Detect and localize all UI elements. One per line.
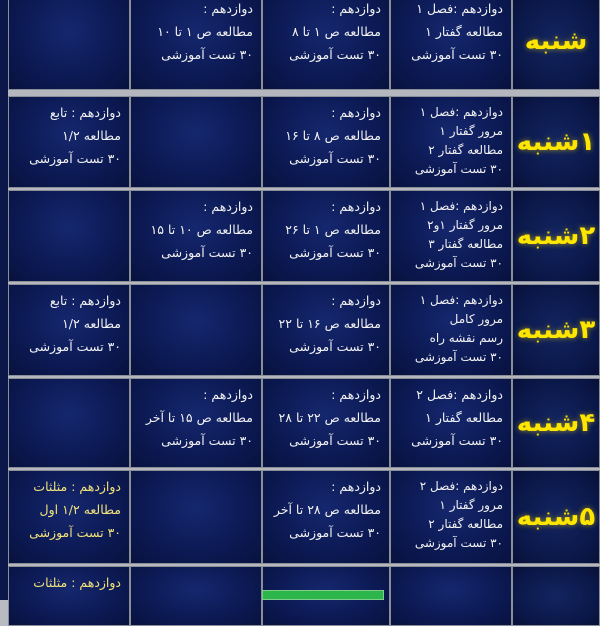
cell-text-line: ۳۰ تست آموزشی [289,245,381,260]
cell-text-line: دوازدهم :فصل ۱ [419,293,503,307]
cell-text-line: ۳۰ تست آموزشی [414,256,503,270]
day-label: ۵شنبه [512,470,600,564]
cell-text-line: مرور گفتار ۱ [439,124,503,138]
schedule-cell [130,378,262,468]
schedule-cell [262,284,390,376]
cell-text-line: مطالعه گفتار ۱ [425,410,503,425]
schedule-cell [130,96,262,188]
schedule-cell [8,190,130,282]
cell-text-line: مرور گفتار ۱و۲ [427,218,503,232]
cell-text-line: دوازدهم : تابع [49,293,121,308]
cell-text-line: مطالعه ص ۱ تا ۸ [291,24,381,39]
schedule-cell [8,0,130,90]
cell-text-line: ۳۰ تست آموزشی [29,525,121,540]
cell-text-line: ۳۰ تست آموزشی [161,47,253,62]
cell-text-line: ۳۰ تست آموزشی [29,151,121,166]
cell-text-line: دوازدهم : [331,387,381,402]
cell-text-line: مرور گفتار ۱ [439,498,503,512]
cell-text-line: رسم نقشه راه [429,331,503,345]
cell-text-line: مطالعه گفتار ۱ [425,24,503,39]
cell-text-line: دوازدهم : [331,199,381,214]
cell-text-line: دوازدهم : [331,293,381,308]
cell-text-line: ۳۰ تست آموزشی [289,339,381,354]
cell-text-line: مطالعه ۱/۲ [62,316,121,331]
day-label: ۳شنبه [512,284,600,376]
cell-text-line: دوازدهم :فصل ۲ [416,387,503,402]
schedule-cell [262,470,390,564]
schedule-cell [390,0,512,90]
cell-text-line: مطالعه ۱/۲ اول [39,502,121,517]
cell-text-line: مطالعه گفتار ۲ [428,517,503,531]
schedule-cell [8,96,130,188]
cell-text-line: دوازدهم :فصل ۱ [416,1,503,16]
cell-text-line: دوازدهم : [203,199,253,214]
schedule-cell [8,378,130,468]
cell-text-line: ۳۰ تست آموزشی [414,536,503,550]
schedule-cell [262,190,390,282]
cell-text-line: ۳۰ تست آموزشی [289,151,381,166]
day-label: ۲شنبه [512,190,600,282]
cell-text-line: مطالعه ص ۱۰ تا ۱۵ [150,222,253,237]
cell-text-line: مطالعه ص ۸ تا ۱۶ [285,128,381,143]
schedule-cell [8,566,130,626]
day-label: شنبه [512,0,600,90]
schedule-cell [8,470,130,564]
cell-text-line: دوازدهم : تابع [49,105,121,120]
cell-text-line: ۳۰ تست آموزشی [411,47,503,62]
cell-text-line: دوازدهم : [203,1,253,16]
day-label: ۱شنبه [512,96,600,188]
schedule-cell [390,284,512,376]
schedule-cell [262,0,390,90]
schedule-cell [130,470,262,564]
cell-text-line: مطالعه ص ۱۶ تا ۲۲ [278,316,381,331]
cell-text-line: دوازدهم : [203,387,253,402]
cell-text-line: ۳۰ تست آموزشی [289,525,381,540]
schedule-cell [390,96,512,188]
cell-text-line: مطالعه گفتار ۳ [428,237,503,251]
schedule-cell [390,470,512,564]
cell-text-line: دوازدهم : مثلثات [33,575,121,590]
cell-text-line: ۳۰ تست آموزشی [414,162,503,176]
cell-text-line: مطالعه ص ۱ تا ۱۰ [157,24,253,39]
left-margin [0,0,8,600]
cell-text-line: مطالعه گفتار ۲ [428,143,503,157]
cell-text-line: ۳۰ تست آموزشی [161,433,253,448]
schedule-cell [262,96,390,188]
cell-text-line: ۳۰ تست آموزشی [29,339,121,354]
day-label: ۴شنبه [512,378,600,468]
schedule-cell [390,378,512,468]
schedule-cell [130,190,262,282]
cell-text-line: مطالعه ص ۱ تا ۲۶ [285,222,381,237]
green-badge [262,590,384,600]
cell-text-line: ۳۰ تست آموزشی [289,433,381,448]
cell-text-line: دوازدهم : [331,479,381,494]
cell-text-line: ۳۰ تست آموزشی [161,245,253,260]
cell-text-line: دوازدهم :فصل ۱ [419,199,503,213]
schedule-cell [390,566,512,626]
cell-text-line: مطالعه ۱/۲ [62,128,121,143]
schedule-cell [130,284,262,376]
cell-text-line: ۳۰ تست آموزشی [414,350,503,364]
cell-text-line: دوازدهم :فصل ۱ [419,105,503,119]
schedule-cell [390,190,512,282]
cell-text-line: مطالعه ص ۱۵ تا آخر [145,410,253,425]
cell-text-line: دوازدهم : [331,1,381,16]
cell-text-line: مطالعه ص ۲۲ تا ۲۸ [278,410,381,425]
cell-text-line: دوازدهم : مثلثات [33,479,121,494]
cell-text-line: مرور کامل [449,312,503,326]
cell-text-line: دوازدهم : [331,105,381,120]
cell-text-line: دوازدهم :فصل ۲ [419,479,503,493]
day-label [512,566,600,626]
cell-text-line: ۳۰ تست آموزشی [289,47,381,62]
schedule-cell [130,0,262,90]
schedule-cell [262,378,390,468]
schedule-cell [8,284,130,376]
schedule-cell [130,566,262,626]
cell-text-line: مطالعه ص ۲۸ تا آخر [273,502,381,517]
cell-text-line: ۳۰ تست آموزشی [411,433,503,448]
